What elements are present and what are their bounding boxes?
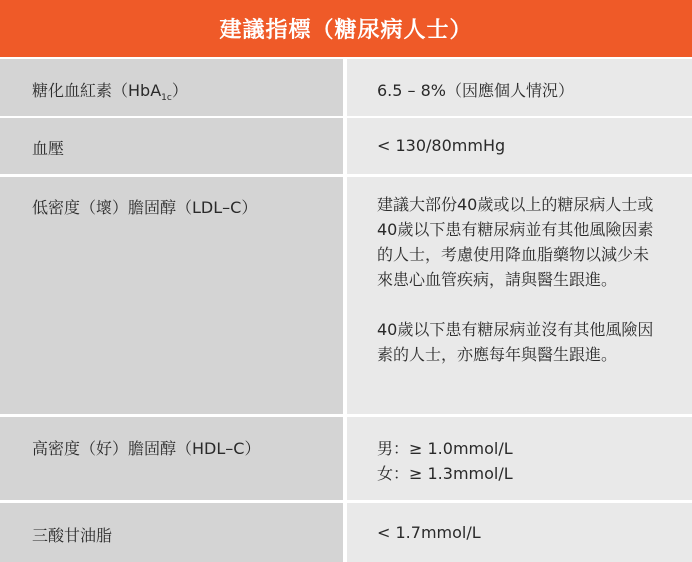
row-label-cell	[0, 503, 343, 562]
row-value-female: 女：≥ 1.3mmol/L	[377, 464, 513, 483]
table-row-ldl	[0, 177, 692, 414]
table-header	[0, 0, 692, 57]
row-value-cell	[347, 59, 692, 116]
row-label: 三酸甘油脂	[32, 526, 113, 545]
table-row-hdl	[0, 417, 692, 500]
row-value-cell	[347, 118, 692, 174]
row-value-cell	[347, 177, 692, 414]
row-value-cell	[347, 503, 692, 562]
row-value: < 130/80mmHg	[377, 136, 506, 155]
row-label: 高密度（好）膽固醇（HDL–C）	[32, 439, 261, 458]
row-value-male: 男：≥ 1.0mmol/L	[377, 439, 513, 458]
row-label-cell	[0, 177, 343, 414]
row-label: 血壓	[32, 139, 65, 158]
row-label-cell	[0, 417, 343, 500]
table-title: 建議指標（糖尿病人士）	[219, 18, 473, 43]
row-label: 糖化血紅素（HbA$_{1c}$）	[32, 81, 188, 103]
row-value-paragraph-1: 建議大部份40歲或以上的糖尿病人士或40歲以下患有糖尿病並有其他風險因素的人士，考慮使用降血脂藥物以減少未來患心血管疾病，請與醫生跟進。	[377, 195, 654, 289]
table-row-triglycerides	[0, 503, 692, 562]
row-value-paragraph-2: 40歲以下患有糖尿病並沒有其他風險因素的人士，亦應每年與醫生跟進。	[377, 320, 654, 364]
table-row-hba1c	[0, 59, 692, 116]
row-value: < 1.7mmol/L	[377, 523, 481, 542]
row-value-cell	[347, 417, 692, 500]
row-label-cell	[0, 59, 343, 116]
row-value: 6.5 – 8%（因應個人情況）	[377, 81, 575, 100]
table-row-blood-pressure	[0, 118, 692, 174]
row-label: 低密度（壞）膽固醇（LDL–C）	[32, 198, 258, 217]
row-label-cell	[0, 118, 343, 174]
